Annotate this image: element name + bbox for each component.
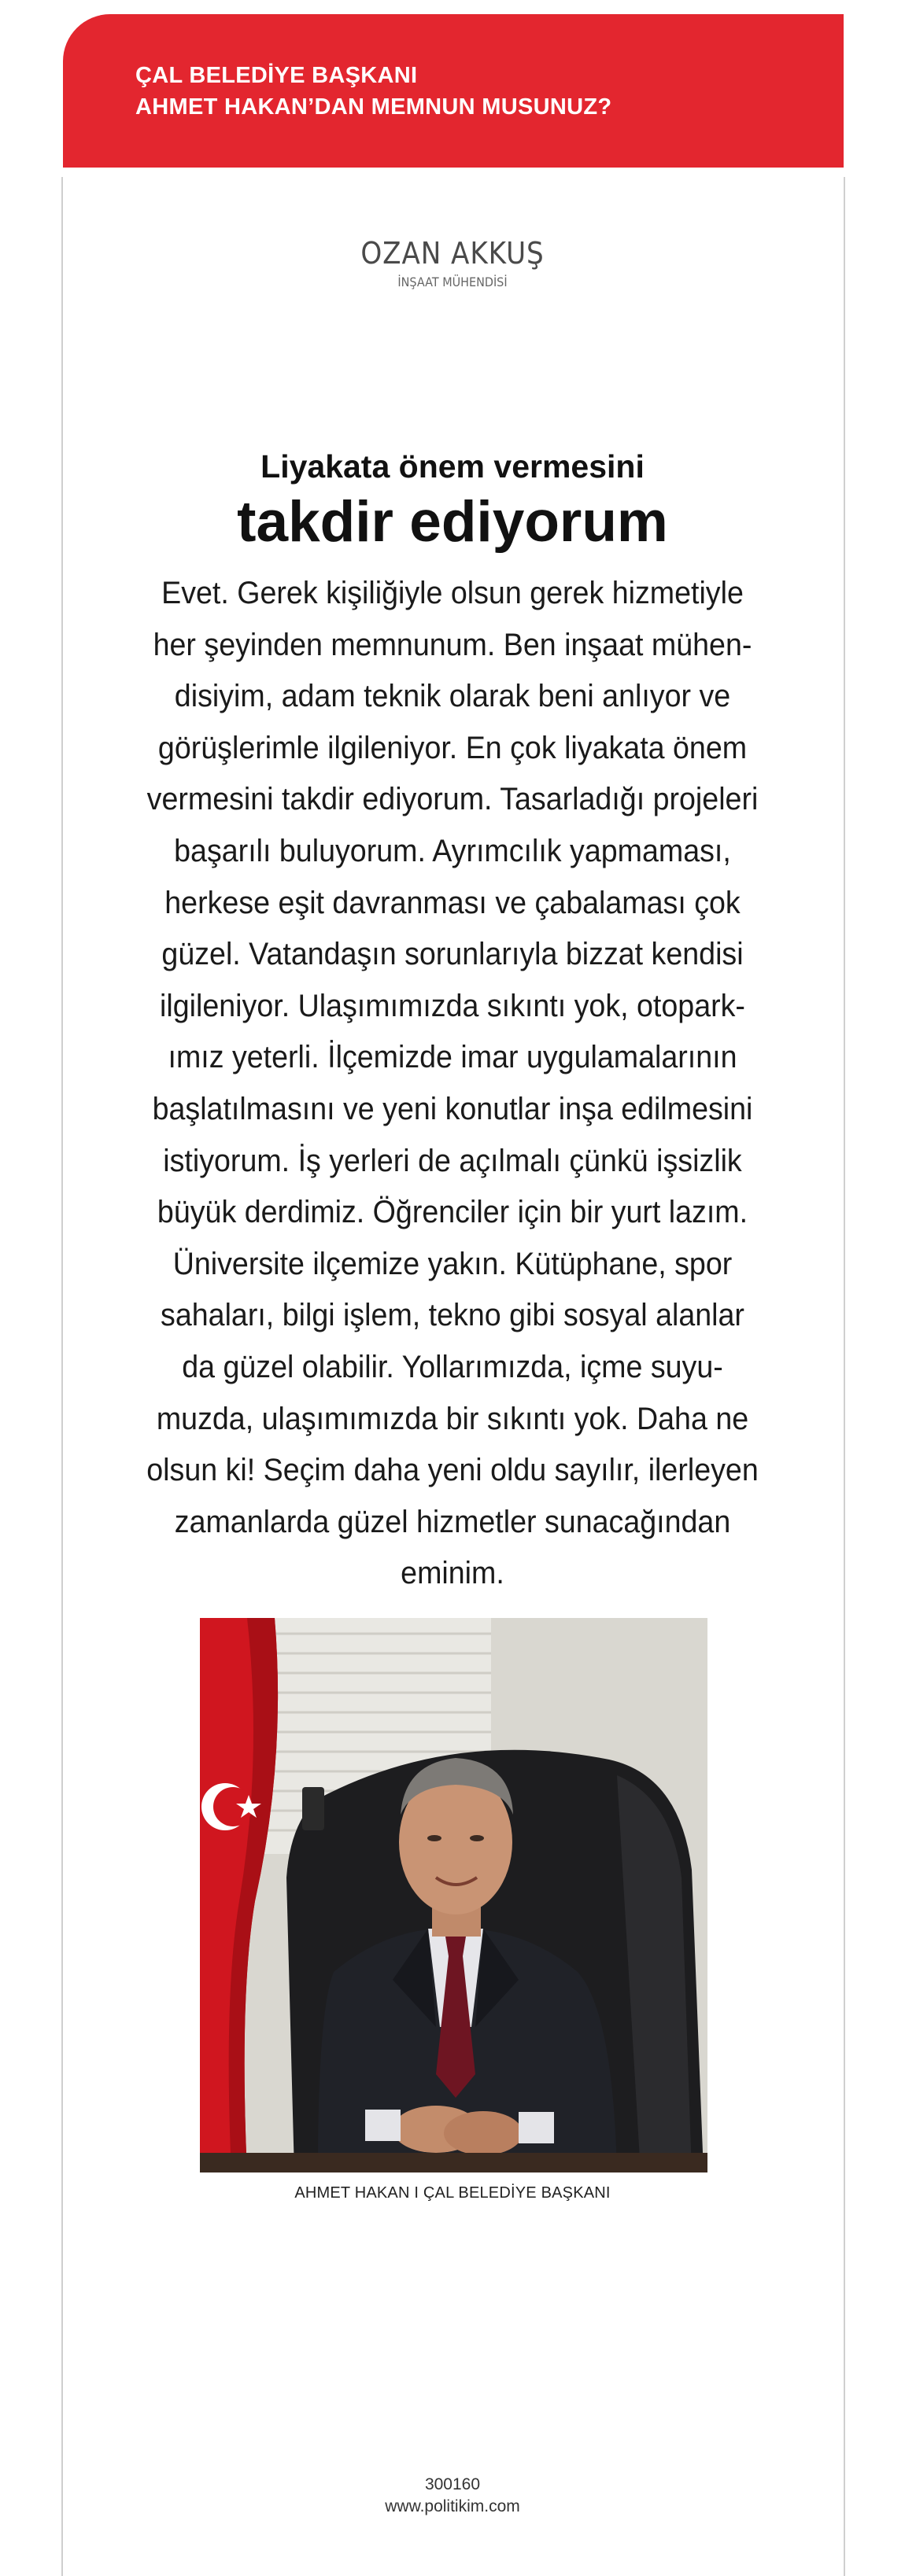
body-line: Evet. Gerek kişiliğiyle olsun gerek hizmetiyle: [161, 576, 744, 610]
body-line: her şeyinden memnunum. Ben inşaat mühen-: [153, 627, 752, 662]
body-line: vermesini takdir ediyorum. Tasarladığı projeleri: [146, 782, 759, 817]
author-block: [0, 234, 905, 291]
header-title-line2: AHMET HAKAN’DAN MEMNUN MUSUNUZ?: [135, 94, 612, 120]
body-line: muzda, ulaşımımızda bir sıkıntı yok. Daha ne: [156, 1401, 749, 1436]
author-name: OZAN AKKUŞ: [360, 236, 545, 271]
body-line: da güzel olabilir. Yollarımızda, içme suyu-: [182, 1349, 723, 1384]
body-line: başarılı buluyorum. Ayrımcılık yapmaması,: [174, 833, 731, 868]
body-line: görüşlerimle ilgileniyor. En çok liyakata önem: [157, 730, 748, 765]
photo-caption: AHMET HAKAN I ÇAL BELEDİYE BAŞKANI: [294, 2184, 611, 2202]
body-line: ımız yeterli. İlçemizde imar uygulamalarının: [168, 1040, 737, 1075]
header-title-line1: ÇAL BELEDİYE BAŞKANI: [135, 63, 418, 88]
body-line: istiyorum. İş yerleri de açılmalı çünkü işsizlik: [163, 1143, 742, 1178]
footer-website-link[interactable]: www.politikim.com: [385, 2497, 520, 2515]
footer-code: 300160: [424, 2475, 481, 2493]
body-line: Üniversite ilçemize yakın. Kütüphane, spor: [172, 1246, 733, 1281]
mayor-photo: [200, 1618, 707, 2172]
body-line: olsun ki! Seçim daha yeni oldu sayılır, ilerleyen: [146, 1453, 759, 1488]
body-line: büyük derdimiz. Öğrenciler için bir yurt lazım.: [157, 1195, 748, 1230]
body-line: herkese eşit davranması ve çabalaması çok: [164, 885, 741, 920]
author-title: İNŞAAT MÜHENDİSİ: [397, 275, 508, 289]
body-line: sahaları, bilgi işlem, tekno gibi sosyal alanlar: [161, 1298, 744, 1333]
body-line: zamanlarda güzel hizmetler sunacağından: [174, 1504, 731, 1539]
body-line: ilgileniyor. Ulaşımımızda sıkıntı yok, otopark-: [160, 988, 745, 1023]
body-line: eminim.: [401, 1556, 504, 1591]
footer: [0, 2474, 905, 2518]
headline-small: Liyakata önem vermesini: [260, 448, 645, 485]
header-banner: [63, 14, 844, 168]
body-line: başlatılmasını ve yeni konutlar inşa edilmesini: [152, 1091, 753, 1126]
body-line: güzel. Vatandaşın sorunlarıyla bizzat kendisi: [161, 937, 744, 972]
body-line: disiyim, adam teknik olarak beni anlıyor ve: [174, 679, 731, 714]
headline-big: takdir ediyorum: [237, 490, 668, 554]
article-body: [131, 568, 774, 1600]
